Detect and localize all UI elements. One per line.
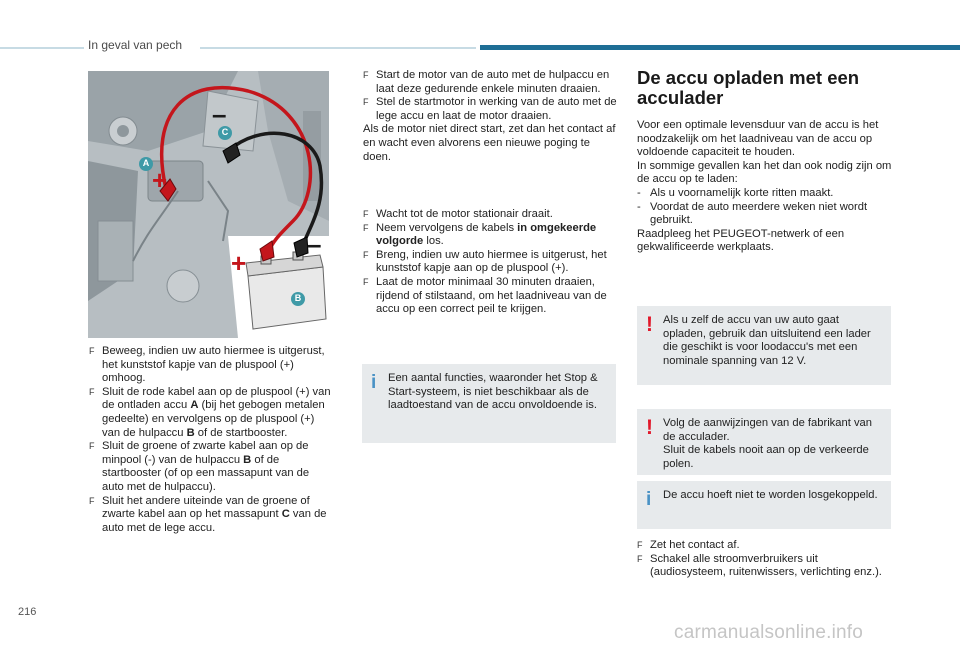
info-box-disconnect: i De accu hoeft niet te worden losgekoppeld. [637, 481, 891, 529]
list-item: - Voordat de auto meerdere weken niet wordt gebruikt. [637, 200, 868, 227]
bullet-icon: F [363, 222, 369, 233]
bullet-icon: F [363, 70, 369, 80]
bullet-icon: F [363, 276, 369, 287]
header-rule-left [0, 47, 84, 49]
page-number: 216 [18, 606, 37, 618]
info-icon: i [371, 372, 377, 393]
disconnect-steps [363, 208, 617, 317]
list-item: F Beweeg, indien uw auto hiermee is uitgerust, het kunststof kapje van de pluspool (+) omhoog. [89, 345, 325, 385]
bullet-icon: F [363, 209, 369, 219]
bullet-icon: F [89, 441, 95, 452]
header-rule-middle [200, 47, 476, 49]
minus-sign-car: – [212, 99, 227, 129]
start-engine-steps [363, 69, 617, 164]
jump-start-illustration [88, 71, 329, 338]
plus-sign-battery: + [231, 248, 247, 278]
bullet-icon: F [89, 346, 95, 356]
header-rule-accent [480, 45, 960, 50]
plus-sign-car: + [152, 165, 168, 195]
list-item: F Stel de startmotor in werking van de auto met de lege accu en laat de motor draaien. [363, 96, 617, 122]
engine-bay-drawing [88, 71, 329, 338]
watermark: carmanualsonline.info [674, 622, 864, 643]
list-item: F Zet het contact af. [637, 539, 740, 551]
bullet-icon: F [637, 540, 643, 550]
section-title: In geval van pech [88, 38, 183, 52]
warning-icon: ! [646, 416, 653, 439]
list-item: F Breng, indien uw auto hiermee is uitgerust, het kunststof kapje aan op de pluspool (+). [363, 248, 607, 275]
marker-c-label: C [221, 127, 229, 137]
list-item: F Sluit het andere uiteinde van de groene of zwarte kabel aan op het massapunt C van de auto met de lege accu. [89, 494, 327, 534]
dash-marker: - [637, 186, 641, 199]
connect-steps [89, 345, 331, 535]
list-item: F Sluit de rode kabel aan op de pluspool (+) van de ontladen accu A (bij het gebogen metalen gedeelte) en vervolgens op de pluspool (+) van de hulpaccu B of de startbooster. [89, 385, 331, 439]
retry-note: Als de motor niet direct start, zet dan het contact af en wacht even alvorens een nieuwe poging te doen. [363, 123, 616, 163]
bullet-icon: F [637, 553, 643, 564]
bullet-icon: F [363, 249, 369, 260]
marker-b-label: B [294, 293, 302, 303]
charger-intro: Voor een optimale levensduur van de accu is het noodzakelijk om het laadniveau van de accu op voldoende capaciteit te houden. In sommige gevallen kan het dan ook nodig zijn om de accu op te laden: - Als u voornamelijk korte ritten maakt. - Voordat de auto meerdere weken niet wordt gebruikt. Raadpleeg het PEUGEOT-netwerk of een gekwalificeerde werkplaats. [637, 119, 892, 254]
minus-sign-battery: – [307, 229, 322, 259]
list-item: F Sluit de groene of zwarte kabel aan op de minpool (-) van de hulpaccu B of de startbooster (of op een massapunt van de auto met de hulpaccu). [89, 440, 310, 493]
list-item: F Wacht tot de motor stationair draait. [363, 208, 553, 220]
warning-box-polarity: ! Volg de aanwijzingen van de fabrikant van de acculader. Sluit de kabels nooit aan op de verkeerde polen. [637, 409, 891, 475]
warning-icon: ! [646, 313, 653, 336]
list-item: F Start de motor van de auto met de hulpaccu en laat deze gedurende enkele minuten draaien. [363, 69, 610, 95]
bullet-icon: F [363, 97, 369, 108]
list-item: - Als u voornamelijk korte ritten maakt. [637, 186, 834, 199]
list-item: F Neem vervolgens de kabels in omgekeerde volgorde los. [363, 221, 597, 248]
warning-box-charger: ! Als u zelf de accu van uw auto gaat opladen, gebruik dan uitsluitend een lader die geschikt is voor loodaccu's met een nominale spanning van 12 V. [637, 306, 891, 385]
bullet-icon: F [89, 386, 95, 397]
charger-steps [637, 539, 893, 580]
list-item: F Laat de motor minimaal 30 minuten draaien, rijdend of stilstaand, om het laadniveau van de accu op een correct peil te krijgen. [363, 275, 607, 316]
bullet-icon: F [89, 495, 95, 506]
marker-a-label: A [142, 158, 150, 168]
section-heading: De accu opladen met een acculader [637, 67, 860, 108]
dash-marker: - [637, 200, 641, 213]
info-icon: i [646, 489, 652, 510]
info-box-stop-start: i Een aantal functies, waaronder het Stop & Start-systeem, is niet beschikbaar als de laadtoestand van de accu onvoldoende is. [362, 364, 616, 443]
list-item: F Schakel alle stroomverbruikers uit (audiosysteem, ruitenwissers, verlichting enz.). [637, 552, 882, 579]
